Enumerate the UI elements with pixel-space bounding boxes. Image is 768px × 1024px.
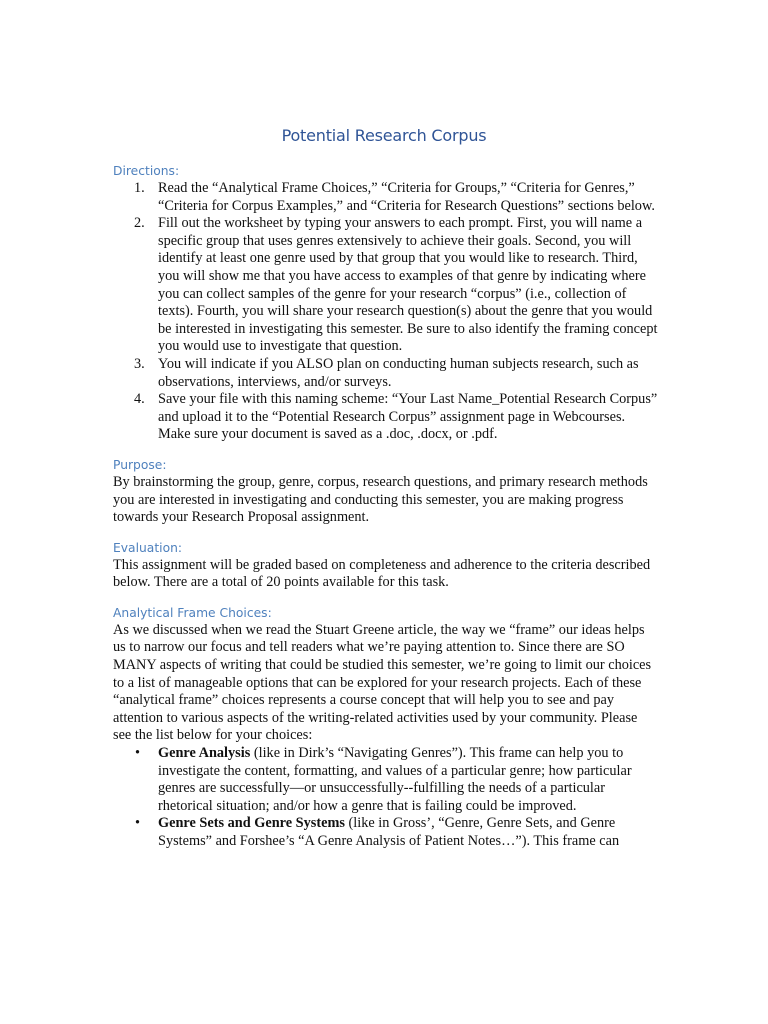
analytical-frame-heading: Analytical Frame Choices: (113, 605, 272, 620)
bullet-text: (like in Gross’, “Genre, Genre Sets, and Genre Systems” and Forshee’s “A Genre Analysis of Patient Notes…”). This frame can (158, 815, 620, 849)
evaluation-paragraph: This assignment will be graded based on completeness and adherence to the criteria described below. There are a total of 20 points available for this task. (113, 556, 651, 591)
list-item-text: Fill out the worksheet by typing your answers to each prompt. First, you will name a specific group that uses genres extensively to achieve their goals. Second, you will identify at least one genre used by that group that you would like to research. Third, you will show me that you have access to examples of that genre by indicating where you can collect samples of the genre for your research “corpus” (i.e., collection of texts). Fourth, you will share your research question(s) about the genre that you would be interested in investigating this semester. Be sure to also identify the framing concept you would use to investigate that question. (158, 215, 658, 355)
list-item (113, 815, 658, 850)
list-item-text: Read the “Analytical Frame Choices,” “Criteria for Groups,” “Criteria for Genres,” “Criteria for Corpus Examples,” and “Criteria for Research Questions” sections below. (158, 180, 655, 214)
directions-list (113, 180, 658, 444)
list-item-text: You will indicate if you ALSO plan on conducting human subjects research, such as observations, interviews, and/or surveys. (158, 355, 639, 390)
section-spacer (113, 444, 658, 456)
list-number: 1. (134, 180, 145, 196)
bullet-text: (like in Dirk’s “Navigating Genres”). This frame can help you to investigate the content, formatting, and values of a particular genre; how particular genres are successfully—or unsuccessfully--fulfilling the needs of a particular rhetorical situation; and/or how a genre that is failing could be improved. (158, 745, 632, 814)
list-item (113, 180, 658, 215)
list-item (113, 391, 658, 444)
document-body (113, 162, 658, 851)
bullet-icon: • (135, 745, 141, 762)
directions-heading: Directions: (113, 164, 180, 178)
list-item (113, 356, 658, 391)
document-title: Potential Research Corpus (281, 126, 487, 145)
purpose-heading: Purpose: (113, 457, 167, 472)
list-item-text: Save your file with this naming scheme: “Your Last Name_Potential Research Corpus” and upload it to the “Potential Research Corpus” assignment page in Webcourses. Make sure your document is saved as a .doc, .docx, or .pdf. (158, 391, 658, 443)
analytical-frame-list (113, 745, 658, 851)
list-number: 3. (134, 355, 145, 372)
section-spacer (113, 592, 658, 604)
bullet-term: Genre Analysis (158, 745, 251, 762)
list-number: 4. (134, 391, 145, 408)
bullet-icon: • (135, 815, 141, 832)
list-item (113, 745, 658, 815)
list-number: 2. (134, 215, 145, 232)
evaluation-heading: Evaluation: (113, 540, 183, 555)
bullet-term: Genre Sets and Genre Systems (158, 815, 345, 832)
section-spacer (113, 527, 658, 539)
list-item (113, 215, 658, 356)
purpose-paragraph: By brainstorming the group, genre, corpus, research questions, and primary research methods you are interested in investigating and conducting this semester, you are making progress towards your Research Proposal assignment. (113, 473, 648, 526)
analytical-frame-paragraph: As we discussed when we read the Stuart Greene article, the way we “frame” our ideas helps us to narrow our focus and tell readers what we’re paying attention to. Since there are SO MANY aspects of writing that could be studied this semester, we’re going to limit our choices to a list of manageable options that can be explored for your research projects. Each of these “analytical frame” choices represents a course concept that will help you to see and pay attention to various aspects of the writing-related activities used by your community. Please see the list below for your choices: (113, 621, 652, 744)
